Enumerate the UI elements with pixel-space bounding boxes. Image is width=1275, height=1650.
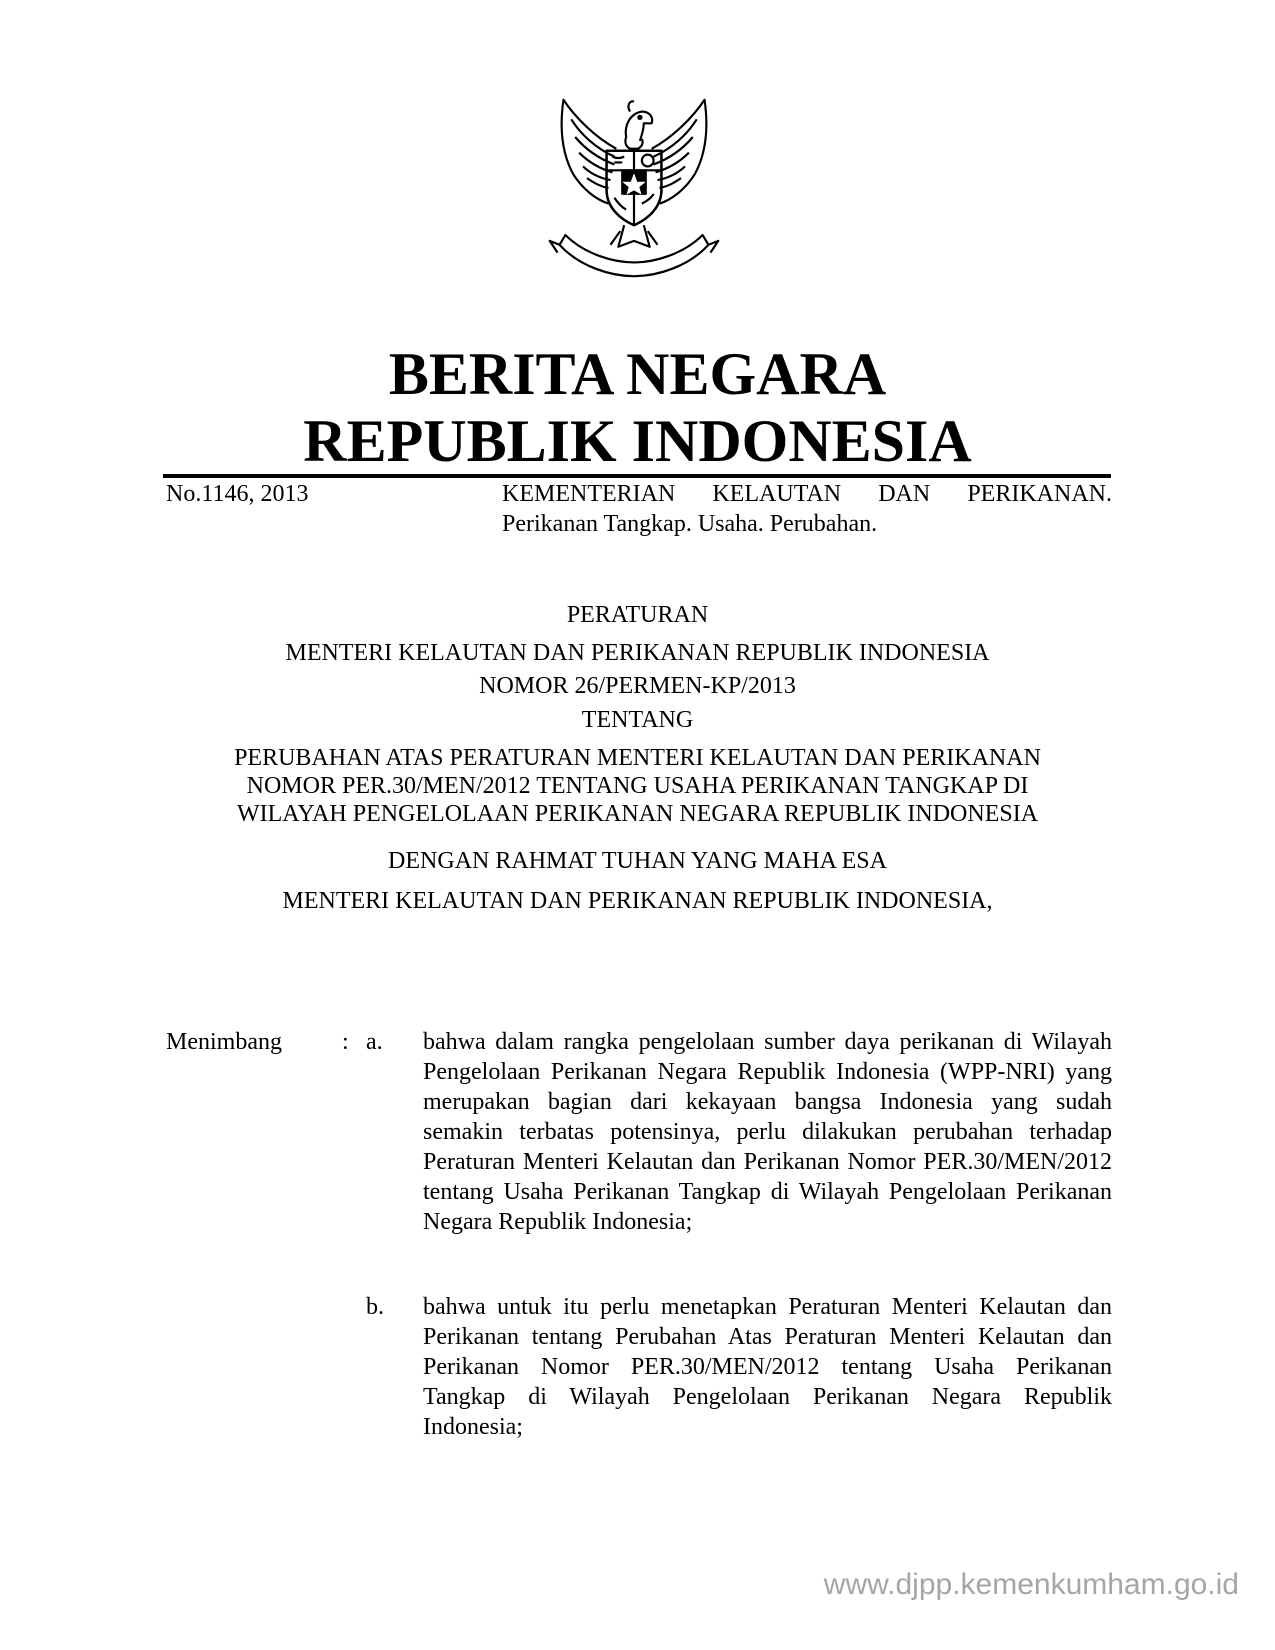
considering-item-text: bahwa dalam rangka pengelolaan sumber daya perikanan di Wilayah Pengelolaan Perikanan Negara Republik Indonesia (WPP-NRI) yang merupakan bagian dari kekayaan bangsa Indonesia yang sudah semakin terbatas potensinya, perlu dilakukan perubahan terhadap Peraturan Menteri Kelautan dan Perikanan Nomor PER.30/MEN/2012 tentang Usaha Perikanan Tangkap di Wilayah Pengelolaan Perikanan Negara Republik Indonesia; [423,1029,1112,1235]
considering-item-letter: a. [366,1029,383,1055]
regulation-title-line: PERUBAHAN ATAS PERATURAN MENTERI KELAUTAN DAN PERIKANAN [234,745,1041,771]
header-rule [163,474,1111,478]
regulation-issuer: MENTERI KELAUTAN DAN PERIKANAN REPUBLIK INDONESIA [285,640,990,666]
considering-item-letter: b. [366,1294,384,1320]
considering-colon: : [342,1029,349,1055]
category-line-1: KEMENTERIAN KELAUTAN DAN PERIKANAN. [502,481,1112,507]
masthead-title: BERITA NEGARA [388,341,887,407]
gazette-number: No.1146, 2013 [166,481,309,507]
regulation-title-line: NOMOR PER.30/MEN/2012 TENTANG USAHA PERIKANAN TANGKAP DI [246,773,1029,799]
considering-item-text: bahwa untuk itu perlu menetapkan Peraturan Menteri Kelautan dan Perikanan tentang Perubahan Atas Peraturan Menteri Kelautan dan Perikanan Nomor PER.30/MEN/2012 tentang Usaha Perikanan Tangkap di Wilayah Pengelolaan Perikanan Negara Republik Indonesia; [423,1294,1112,1440]
watermark-url: www.djpp.kemenkumham.go.id [823,1568,1239,1601]
category-line-2: Perikanan Tangkap. Usaha. Perubahan. [502,511,878,537]
garuda-pancasila-emblem-icon [536,88,732,284]
regulation-title-line: WILAYAH PENGELOLAAN PERIKANAN NEGARA REPUBLIK INDONESIA [236,801,1039,827]
regulation-number: NOMOR 26/PERMEN-KP/2013 [479,673,796,699]
masthead-subtitle: REPUBLIK INDONESIA [303,408,972,474]
considering-label: Menimbang [166,1029,282,1055]
regulation-about: TENTANG [581,707,694,733]
regulation-type: PERATURAN [566,602,709,628]
minister-office: MENTERI KELAUTAN DAN PERIKANAN REPUBLIK INDONESIA, [282,888,993,914]
invocation: DENGAN RAHMAT TUHAN YANG MAHA ESA [388,848,887,874]
